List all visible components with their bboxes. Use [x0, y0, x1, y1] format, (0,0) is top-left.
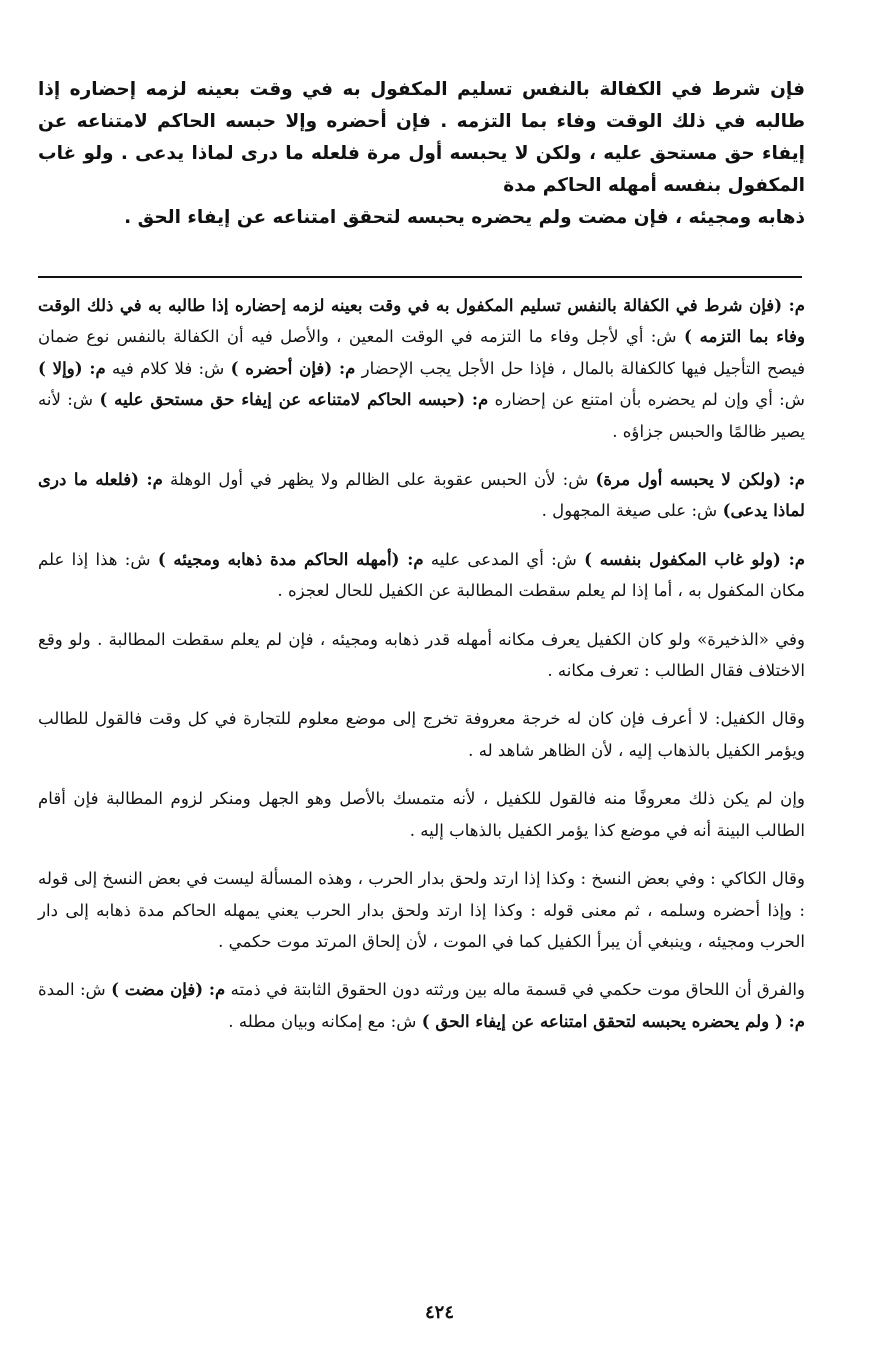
matn-quote: م: (ولكن لا يحبسه أول مرة) [595, 469, 805, 490]
matn-quote: م: (أمهله الحاكم مدة ذهابه ومجيئه ) [157, 548, 424, 569]
matn-quote: م: (حبسه الحاكم لامتناعه عن إيفاء حق مستحق عليه ) [99, 389, 489, 410]
main-text-block [38, 74, 805, 234]
main-text-line-1: فإن شرط في الكفالة بالنفس تسليم المكفول به في وقت بعينه لزمه إحضاره إذا طالبه في ذلك [38, 79, 806, 132]
page-number: ٤٢٤ [424, 1302, 454, 1323]
commentary-block [38, 290, 805, 1054]
matn-quote: م: (فإن أحضره ) [230, 357, 356, 378]
matn-quote: م: (وإلا ) [38, 357, 106, 378]
matn-quote: م: ( ولم يحضره يحبسه لتحقق امتناعه عن إيفاء الحق ) [421, 1010, 805, 1031]
sharh-text: ش: لأن الحبس عقوبة على الظالم ولا يظهر في أول الوهلة [162, 470, 596, 490]
matn-quote: م: (فإن مضت ) [111, 979, 226, 1000]
commentary-paragraph-1 [38, 290, 805, 447]
sharh-text: ش: المدة [38, 980, 112, 1000]
commentary-paragraph-6: وإن لم يكن ذلك معروفًا منه فالقول للكفيل ، لأنه متمسك بالأصل وهو الجهل ومنكر لزوم المطالبة فإن أقام الطالب البينة أنه في موضع كذا يؤمر الكفيل بالذهاب إليه . [38, 789, 805, 840]
commentary-paragraph-8 [38, 974, 805, 1037]
main-text-line-2: الوقت وفاء بما التزمه . فإن أحضره وإلا حبسه الحاكم لامتناعه عن إيفاء حق مستحق عليه ، [38, 111, 805, 164]
sharh-text: ش: أي وإن لم يحضره بأن امتنع عن إحضاره [488, 390, 805, 410]
sharh-text: ش: أي المدعى عليه [423, 549, 585, 569]
matn-quote: م: (فلعله ما درى لماذا يدعى) [38, 469, 805, 521]
commentary-paragraph-2 [38, 464, 805, 527]
main-text-line-3: ولكن لا يحبسه أول مرة فلعله ما درى لماذا يدعى . ولو غاب المكفول بنفسه أمهله الحاكم مدة [38, 143, 805, 196]
sharh-text: ش: مع إمكانه وبيان مطله . [228, 1011, 422, 1031]
sharh-text: والفرق أن اللحاق موت حكمي في قسمة ماله بين ورثته دون الحقوق الثابتة في ذمته [225, 980, 805, 1000]
matn-quote: م: (ولو غاب المكفول بنفسه ) [584, 548, 805, 569]
sharh-text: ش: هذا إذا علم مكان المكفول به ، أما إذا لم يعلم سقطت المطالبة عن الكفيل للحال لعجزه . [38, 549, 805, 601]
main-text-last-line: ذهابه ومجيئه ، فإن مضت ولم يحضره يحبسه لتحقق امتناعه عن إيفاء الحق . [124, 207, 805, 228]
sharh-text: ش: أي لأجل وفاء ما التزمه في الوقت المعين ، والأصل فيه أن الكفالة بالنفس نوع ضمان فيصح التأجيل فيها كالكفالة بالمال ، فإذا حل الأجل يجب الإحضار [38, 327, 805, 378]
sharh-text: ش: لأنه يصير ظالمًا والحبس جزاؤه . [38, 390, 805, 441]
commentary-paragraph-7: وقال الكاكي : وفي بعض النسخ : وكذا إذا ارتد ولحق بدار الحرب ، وهذه المسألة ليست في بعض النسخ إلى قوله : وإذا أحضره وسلمه ، ثم معنى قوله : وكذا إذا ارتد ولحق بدار الحرب يعني يمهله الحاكم مدة ذهابه إلى دار الحرب ومجيئه ، وينبغي أن يبرأ الكفيل كما في الموت ، لأن إلحاق المرتد موت حكمي . [38, 869, 805, 951]
matn-quote: م: (فإن شرط في الكفالة بالنفس تسليم المكفول به في وقت بعينه لزمه إحضاره إذا طالبه به في ذلك الوقت وفاء بما التزمه ) [38, 295, 805, 347]
commentary-paragraph-4: وفي «الذخيرة» ولو كان الكفيل يعرف مكانه أمهله قدر ذهابه ومجيئه ، فإن لم يعلم سقطت المطالبة . ولو وقع الاختلاف فقال الطالب : تعرف مكانه . [38, 629, 805, 681]
sharh-text: ش: فلا كلام فيه [105, 358, 231, 378]
commentary-paragraph-5: وقال الكفيل: لا أعرف فإن كان له خرجة معروفة تخرج إلى موضع معلوم للتجارة في كل وقت فالقول للطالب ويؤمر الكفيل بالذهاب إليه ، لأن الظاهر شاهد له . [38, 709, 805, 760]
main-text [38, 74, 805, 202]
separator-line [38, 276, 802, 278]
sharh-text: ش: على صيغة المجهول . [541, 501, 723, 521]
commentary-paragraph-3 [38, 544, 805, 607]
